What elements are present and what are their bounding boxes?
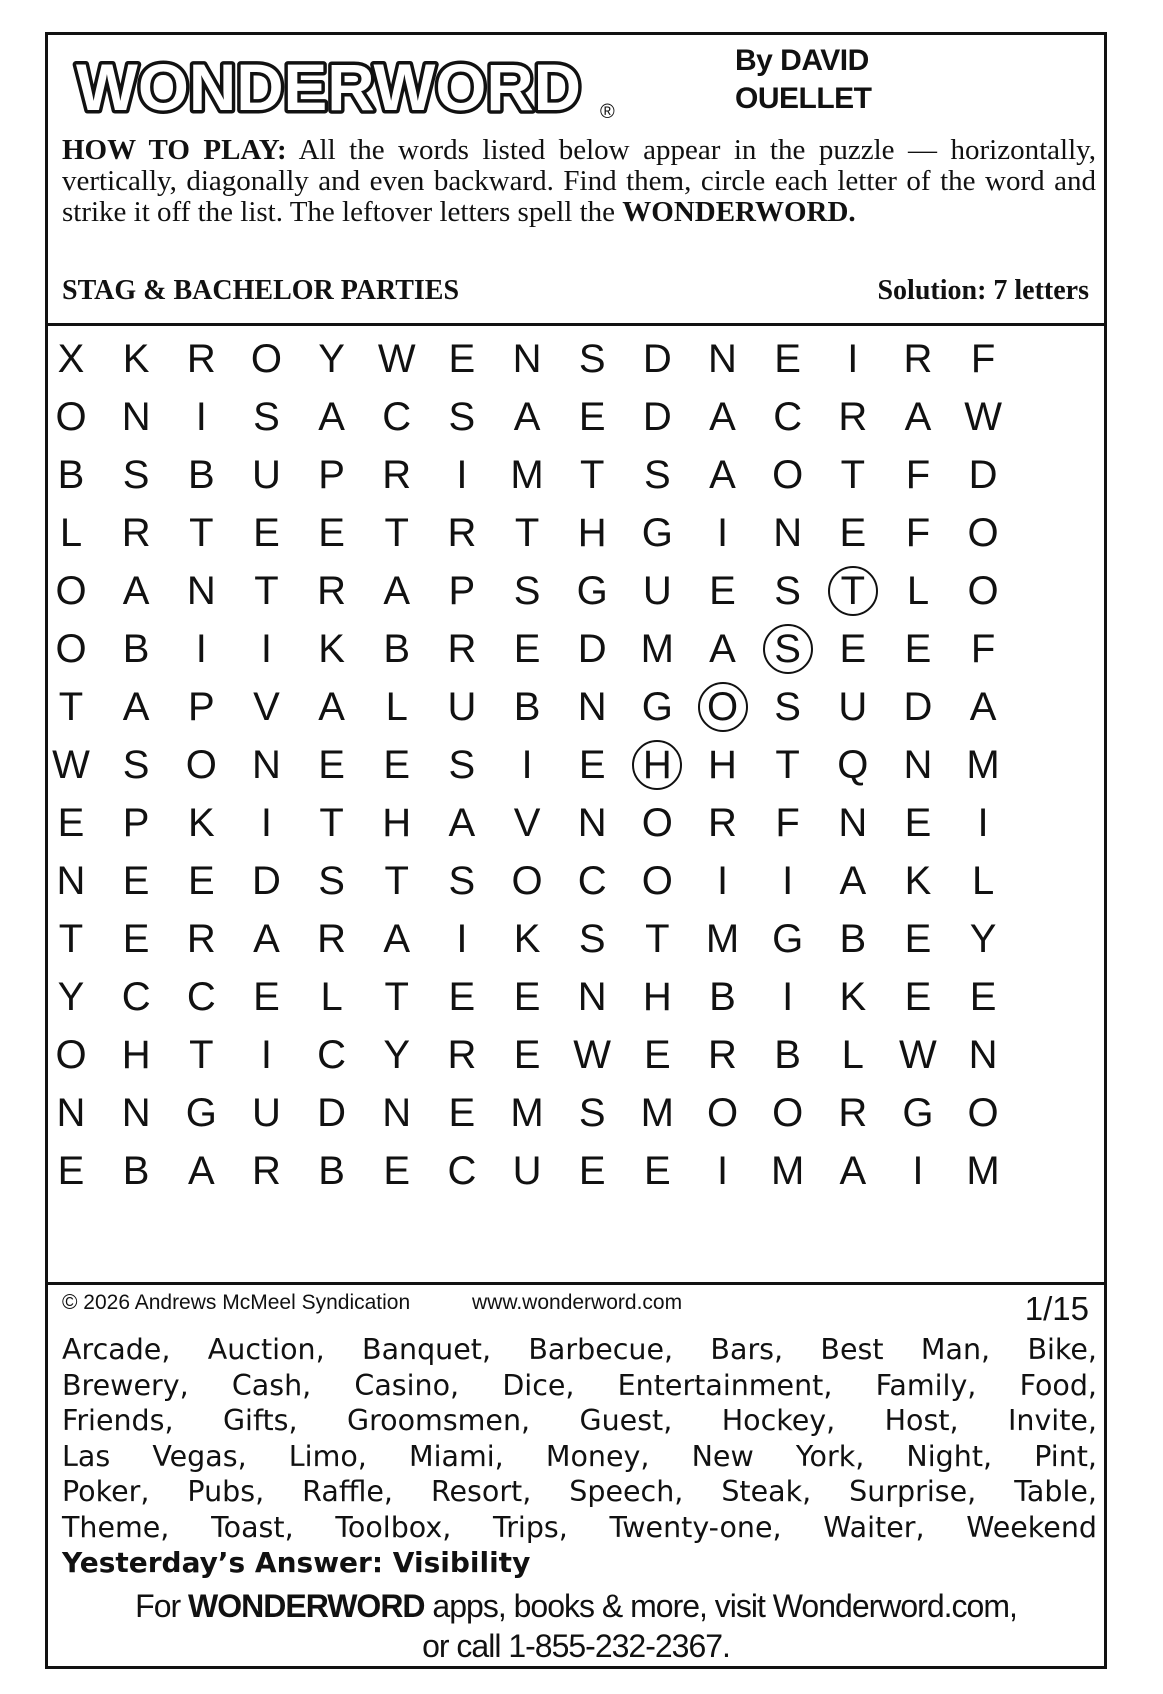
grid-letter[interactable]: G xyxy=(641,511,673,555)
grid-letter[interactable]: E xyxy=(253,975,280,1019)
how-to-play-text: All the words listed below appear in the puzzle — horizontally, vertically, diagonally and even backward. Find them, circle each letter of the word and strike it off the list. The leftover letters spell the xyxy=(62,134,1096,228)
grid-letter[interactable]: S xyxy=(644,453,671,497)
grid-letter[interactable]: T xyxy=(58,917,84,961)
grid-letter[interactable]: B xyxy=(318,1149,345,1193)
how-to-play-tail: WONDERWORD. xyxy=(622,196,856,228)
word-list xyxy=(62,1332,1097,1545)
grid-letter[interactable]: R xyxy=(186,917,216,961)
grid-letter[interactable]: H xyxy=(382,801,412,845)
grid-letter[interactable]: G xyxy=(902,1091,934,1135)
grid-letter[interactable]: O xyxy=(185,743,217,787)
grid-letter[interactable]: K xyxy=(513,917,541,961)
grid-letter[interactable]: R xyxy=(121,511,151,555)
grid-letter[interactable]: P xyxy=(187,685,215,729)
grid-letter[interactable]: A xyxy=(253,917,280,961)
grid-letter[interactable]: T xyxy=(254,569,279,613)
grid-letter[interactable]: D xyxy=(642,395,672,439)
grid-letter[interactable]: I xyxy=(260,627,272,671)
grid-letter[interactable]: T xyxy=(58,685,84,729)
grid-letter[interactable]: E xyxy=(448,1091,476,1135)
grid-letter[interactable]: I xyxy=(521,743,533,787)
grid-letter[interactable]: E xyxy=(448,337,476,381)
grid-letter[interactable]: R xyxy=(903,337,933,381)
grid-letter[interactable]: O xyxy=(772,453,804,497)
grid-letter[interactable]: S xyxy=(578,917,606,961)
grid-letter[interactable]: U xyxy=(838,685,868,729)
grid-letter[interactable]: R xyxy=(838,395,868,439)
grid-letter[interactable]: T xyxy=(775,743,800,787)
grid-letter[interactable]: O xyxy=(641,859,673,903)
word-list-line: Brewery, Cash, Casino, Dice, Entertainment, Family, Food, xyxy=(62,1368,1097,1402)
grid-letter[interactable]: W xyxy=(52,743,90,787)
grid-letter[interactable]: D xyxy=(317,1091,347,1135)
grid-letter[interactable]: R xyxy=(382,453,412,497)
grid-letter[interactable]: G xyxy=(576,569,608,613)
grid-letter[interactable]: E xyxy=(513,627,541,671)
grid-letter[interactable]: N xyxy=(186,569,216,613)
yesterdays-answer: Yesterday’s Answer: Visibility xyxy=(62,1546,531,1579)
grid-letter[interactable]: E xyxy=(904,975,932,1019)
grid-letter[interactable]: C xyxy=(121,975,151,1019)
grid-letter[interactable]: N xyxy=(251,743,281,787)
grid-letter[interactable]: T xyxy=(579,453,605,497)
grid-letter[interactable]: S xyxy=(578,1091,606,1135)
grid-letter[interactable]: C xyxy=(577,859,607,903)
grid-letter[interactable]: B xyxy=(709,975,736,1019)
grid-letter[interactable]: C xyxy=(773,395,803,439)
word-list-line: Theme, Toast, Toolbox, Trips, Twenty-one, Waiter, Weekend xyxy=(62,1510,1097,1544)
grid-letter[interactable]: S xyxy=(122,743,150,787)
grid-letter[interactable]: C xyxy=(186,975,216,1019)
grid-letter[interactable]: E xyxy=(839,627,867,671)
grid-letter[interactable]: R xyxy=(708,801,737,845)
grid-letter[interactable]: C xyxy=(317,1033,347,1077)
grid-letter[interactable]: A xyxy=(839,1149,867,1193)
grid-letter[interactable]: T xyxy=(384,859,409,903)
grid-letter[interactable]: I xyxy=(456,917,468,961)
grid-letter[interactable]: K xyxy=(187,801,215,845)
grid-letter[interactable]: R xyxy=(838,1091,868,1135)
grid-letter[interactable]: I xyxy=(782,859,794,903)
promo-prefix: For xyxy=(135,1588,189,1624)
grid-letter[interactable]: N xyxy=(838,801,868,845)
grid-letter[interactable]: S xyxy=(448,395,476,439)
grid-letter[interactable]: W xyxy=(573,1033,612,1077)
grid-letter[interactable]: H xyxy=(708,743,737,787)
grid-letter[interactable]: S xyxy=(774,569,801,613)
grid-letter[interactable]: E xyxy=(318,743,345,787)
grid-letter[interactable]: T xyxy=(319,801,344,845)
byline-line-2: OUELLET xyxy=(735,82,872,115)
grid-letter[interactable]: E xyxy=(644,1149,671,1193)
grid-letter[interactable]: D xyxy=(577,627,607,671)
wonderword-logo xyxy=(72,42,632,126)
grid-letter[interactable]: B xyxy=(122,627,150,671)
grid-letter[interactable]: I xyxy=(195,627,207,671)
grid-letter[interactable]: L xyxy=(971,859,995,903)
grid-letter[interactable]: M xyxy=(510,1091,544,1135)
grid-letter[interactable]: U xyxy=(512,1149,542,1193)
grid-letter[interactable]: A xyxy=(187,1149,215,1193)
grid-letter[interactable]: R xyxy=(708,1033,737,1077)
grid-letter[interactable]: L xyxy=(906,569,930,613)
grid-letter[interactable]: N xyxy=(577,801,607,845)
word-list-line: Arcade, Auction, Banquet, Barbecue, Bars, Best Man, Bike, xyxy=(62,1333,1097,1366)
grid-letter[interactable]: S xyxy=(253,395,280,439)
grid-letter[interactable]: U xyxy=(251,1091,281,1135)
grid-letter[interactable]: B xyxy=(122,1149,150,1193)
byline-line-1: By DAVID xyxy=(735,44,869,77)
grid-letter[interactable]: I xyxy=(195,395,207,439)
how-to-play-label: HOW TO PLAY: xyxy=(62,134,287,166)
grid-letter[interactable]: N xyxy=(121,395,151,439)
grid-letter[interactable]: N xyxy=(773,511,803,555)
grid-letter[interactable]: R xyxy=(186,337,216,381)
grid-letter[interactable]: Y xyxy=(318,337,345,381)
grid-letter[interactable]: O xyxy=(55,627,87,671)
grid-letter[interactable]: I xyxy=(716,859,729,903)
grid-letter[interactable]: E xyxy=(839,511,867,555)
grid-letter[interactable]: S xyxy=(448,859,476,903)
grid-letter[interactable]: O xyxy=(55,395,87,439)
grid-letter[interactable]: M xyxy=(770,1149,805,1193)
grid-letter[interactable]: O xyxy=(706,1091,739,1135)
grid-letter[interactable]: B xyxy=(187,453,215,497)
grid-letter[interactable]: O xyxy=(967,569,999,613)
grid-letter[interactable]: M xyxy=(705,917,740,961)
grid-letter[interactable]: N xyxy=(512,337,542,381)
grid-letter[interactable]: A xyxy=(709,453,736,497)
grid-letter[interactable]: H xyxy=(577,511,607,555)
grid-letter[interactable]: E xyxy=(578,1149,606,1193)
grid-letter[interactable]: O xyxy=(55,569,87,613)
grid-letter[interactable]: T xyxy=(384,975,409,1019)
grid-letter[interactable]: U xyxy=(251,453,281,497)
grid-letter[interactable]: S xyxy=(753,619,823,679)
puzzle-date: 1/15 xyxy=(1024,1290,1089,1327)
grid-letter[interactable]: N xyxy=(708,337,737,381)
grid-letter[interactable]: I xyxy=(456,453,468,497)
grid-letter[interactable]: A xyxy=(513,395,541,439)
grid-letter[interactable]: E xyxy=(187,859,215,903)
grid-letter[interactable]: X xyxy=(57,337,85,381)
grid-letter[interactable]: P xyxy=(448,569,476,613)
grid-letter[interactable]: E xyxy=(253,511,280,555)
grid-letter[interactable]: A xyxy=(904,395,932,439)
promo-suffix: apps, books & more, visit Wonderword.com, xyxy=(424,1588,1017,1624)
grid-letter[interactable]: D xyxy=(642,337,672,381)
grid-letter[interactable]: L xyxy=(59,511,83,555)
grid-letter[interactable]: E xyxy=(122,917,150,961)
grid-letter[interactable]: B xyxy=(383,627,411,671)
grid-letter[interactable]: A xyxy=(839,859,867,903)
grid-letter[interactable]: D xyxy=(903,685,933,729)
promo-line-1 xyxy=(45,1588,1107,1625)
grid-letter[interactable]: O xyxy=(967,1091,999,1135)
grid-letter[interactable]: A xyxy=(709,627,736,671)
grid-letter[interactable]: B xyxy=(839,917,867,961)
grid-letter[interactable]: A xyxy=(122,569,150,613)
grid-letter[interactable]: I xyxy=(260,1033,272,1077)
grid-letter[interactable]: E xyxy=(904,627,932,671)
letter-grid xyxy=(45,326,1107,1282)
how-to-play xyxy=(62,135,1096,228)
grid-letter[interactable]: E xyxy=(513,1033,541,1077)
grid-letter[interactable]: I xyxy=(782,975,794,1019)
grid-letter[interactable]: I xyxy=(912,1149,924,1193)
word-list-line: Poker, Pubs, Raffle, Resort, Speech, Steak, Surprise, Table, xyxy=(62,1475,1097,1508)
grid-letter[interactable]: R xyxy=(447,511,477,555)
grid-letter[interactable]: A xyxy=(448,801,476,845)
grid-letter[interactable]: E xyxy=(578,743,606,787)
grid-letter[interactable]: T xyxy=(514,511,540,555)
grid-letter[interactable]: G xyxy=(641,685,673,729)
grid-letter[interactable]: N xyxy=(56,1091,86,1135)
grid-letter[interactable]: F xyxy=(905,511,931,555)
svg-text:®: ® xyxy=(600,101,615,123)
grid-letter[interactable]: U xyxy=(447,685,477,729)
grid-letter[interactable]: O xyxy=(967,511,999,555)
grid-letter[interactable]: D xyxy=(251,859,281,903)
grid-letter[interactable]: N xyxy=(903,743,933,787)
grid-letter[interactable]: Y xyxy=(969,917,997,961)
grid-letter[interactable]: I xyxy=(847,337,859,381)
grid-letter[interactable]: M xyxy=(966,743,1000,787)
grid-letter[interactable]: E xyxy=(709,569,736,613)
grid-letter[interactable]: T xyxy=(384,511,409,555)
word-list-line: Las Vegas, Limo, Miami, Money, New York, Night, Pint, xyxy=(62,1439,1097,1473)
grid-letter[interactable]: O xyxy=(250,337,282,381)
grid-letter[interactable]: L xyxy=(320,975,343,1019)
grid-letter[interactable]: O xyxy=(511,859,543,903)
grid-letter[interactable]: O xyxy=(688,677,758,737)
grid-letter[interactable]: S xyxy=(448,743,476,787)
grid-letter[interactable]: E xyxy=(122,859,150,903)
grid-letter[interactable]: C xyxy=(447,1149,477,1193)
grid-letter[interactable]: A xyxy=(969,685,997,729)
grid-letter[interactable]: T xyxy=(189,1033,214,1077)
grid-letter[interactable]: K xyxy=(904,859,932,903)
grid-letter[interactable]: S xyxy=(318,859,345,903)
grid-letter[interactable]: F xyxy=(905,453,931,497)
grid-letter[interactable]: B xyxy=(57,453,85,497)
grid-letter[interactable]: H xyxy=(642,975,672,1019)
grid-letter[interactable]: B xyxy=(513,685,541,729)
grid-letter[interactable]: W xyxy=(899,1033,937,1077)
grid-letter[interactable]: F xyxy=(970,337,996,381)
grid-letter[interactable]: E xyxy=(578,395,606,439)
grid-letter[interactable]: N xyxy=(56,859,86,903)
grid-letter[interactable]: W xyxy=(377,337,416,381)
grid-letter[interactable]: N xyxy=(382,1091,412,1135)
grid-letter[interactable]: Y xyxy=(57,975,85,1019)
grid-letter[interactable]: F xyxy=(970,627,996,671)
grid-letter[interactable]: N xyxy=(577,975,607,1019)
grid-letter[interactable]: O xyxy=(641,801,673,845)
grid-letter[interactable]: G xyxy=(772,917,804,961)
grid-letter[interactable]: W xyxy=(964,395,1002,439)
website-link[interactable]: www.wonderword.com xyxy=(472,1291,683,1314)
grid-letter[interactable]: E xyxy=(904,801,932,845)
grid-letter[interactable]: K xyxy=(318,627,345,671)
grid-letter[interactable]: F xyxy=(775,801,800,845)
grid-letter[interactable]: I xyxy=(260,801,272,845)
grid-letter[interactable]: T xyxy=(818,561,888,621)
grid-letter[interactable]: E xyxy=(969,975,997,1019)
grid-letter[interactable]: A xyxy=(709,395,736,439)
grid-letter[interactable]: E xyxy=(448,975,476,1019)
grid-letter[interactable]: Y xyxy=(383,1033,411,1077)
grid-letter[interactable]: R xyxy=(317,917,347,961)
grid-letter[interactable]: E xyxy=(383,743,411,787)
grid-letter[interactable]: Q xyxy=(837,743,869,787)
grid-letter[interactable]: A xyxy=(122,685,150,729)
grid-letter[interactable]: I xyxy=(716,1149,729,1193)
grid-letter[interactable]: V xyxy=(253,685,280,729)
grid-letter[interactable]: T xyxy=(645,917,670,961)
grid-letter[interactable]: S xyxy=(578,337,606,381)
grid-letter[interactable]: R xyxy=(317,569,347,613)
grid-letter[interactable]: O xyxy=(55,1033,87,1077)
grid-letter[interactable]: L xyxy=(841,1033,864,1077)
grid-letter[interactable]: E xyxy=(904,917,932,961)
grid-letter[interactable]: E xyxy=(513,975,541,1019)
grid-letter[interactable]: S xyxy=(122,453,150,497)
grid-letter[interactable]: N xyxy=(968,1033,998,1077)
grid-letter[interactable]: G xyxy=(185,1091,217,1135)
grid-letter[interactable]: E xyxy=(57,801,85,845)
grid-letter[interactable]: A xyxy=(318,685,345,729)
grid-letter[interactable]: H xyxy=(121,1033,151,1077)
grid-letter[interactable]: A xyxy=(383,917,411,961)
grid-letter[interactable]: T xyxy=(840,453,866,497)
svg-text:WONDERWORD: WONDERWORD xyxy=(76,50,581,124)
grid-letter[interactable]: H xyxy=(622,735,692,795)
word-list-line: Friends, Gifts, Groomsmen, Guest, Hockey, Host, Invite, xyxy=(62,1404,1097,1437)
grid-letter[interactable]: K xyxy=(839,975,867,1019)
grid-letter[interactable]: E xyxy=(318,511,345,555)
grid-letter[interactable]: R xyxy=(447,627,477,671)
grid-letter[interactable]: U xyxy=(642,569,672,613)
grid-letter[interactable]: A xyxy=(383,569,411,613)
solution-length: Solution: 7 letters xyxy=(877,275,1089,306)
promo-brand: WONDERWORD xyxy=(188,1588,425,1624)
grid-letter[interactable]: O xyxy=(772,1091,804,1135)
copyright-notice: © 2026 Andrews McMeel Syndication xyxy=(62,1291,411,1314)
grid-letter[interactable]: M xyxy=(640,627,674,671)
grid-letter[interactable]: R xyxy=(447,1033,477,1077)
grid-letter[interactable]: K xyxy=(122,337,150,381)
grid-letter[interactable]: S xyxy=(774,685,801,729)
grid-letter[interactable]: E xyxy=(644,1033,671,1077)
grid-letter[interactable]: E xyxy=(774,337,801,381)
puzzle-theme: STAG & BACHELOR PARTIES xyxy=(62,275,460,306)
grid-letter[interactable]: N xyxy=(577,685,607,729)
grid-letter[interactable]: S xyxy=(513,569,541,613)
grid-letter[interactable]: B xyxy=(774,1033,801,1077)
grid-letter[interactable]: R xyxy=(251,1149,281,1193)
grid-letter[interactable]: C xyxy=(382,395,412,439)
grid-letter[interactable]: I xyxy=(977,801,989,845)
grid-letter[interactable]: P xyxy=(318,453,345,497)
author-byline xyxy=(735,42,872,118)
grid-letter[interactable]: V xyxy=(513,801,541,845)
grid-letter[interactable]: M xyxy=(510,453,544,497)
grid-letter[interactable]: M xyxy=(640,1091,674,1135)
grid-bottom-divider xyxy=(45,1282,1107,1285)
grid-letter[interactable]: P xyxy=(122,801,150,845)
grid-letter[interactable]: E xyxy=(383,1149,411,1193)
promo-line-2: or call 1-855-232-2367. xyxy=(422,1628,730,1664)
grid-letter[interactable]: D xyxy=(968,453,998,497)
grid-letter[interactable]: E xyxy=(57,1149,85,1193)
grid-letter[interactable]: N xyxy=(121,1091,151,1135)
grid-letter[interactable]: L xyxy=(385,685,408,729)
grid-letter[interactable]: I xyxy=(716,511,729,555)
grid-letter[interactable]: M xyxy=(966,1149,1000,1193)
grid-letter[interactable]: A xyxy=(318,395,345,439)
grid-letter[interactable]: T xyxy=(189,511,214,555)
